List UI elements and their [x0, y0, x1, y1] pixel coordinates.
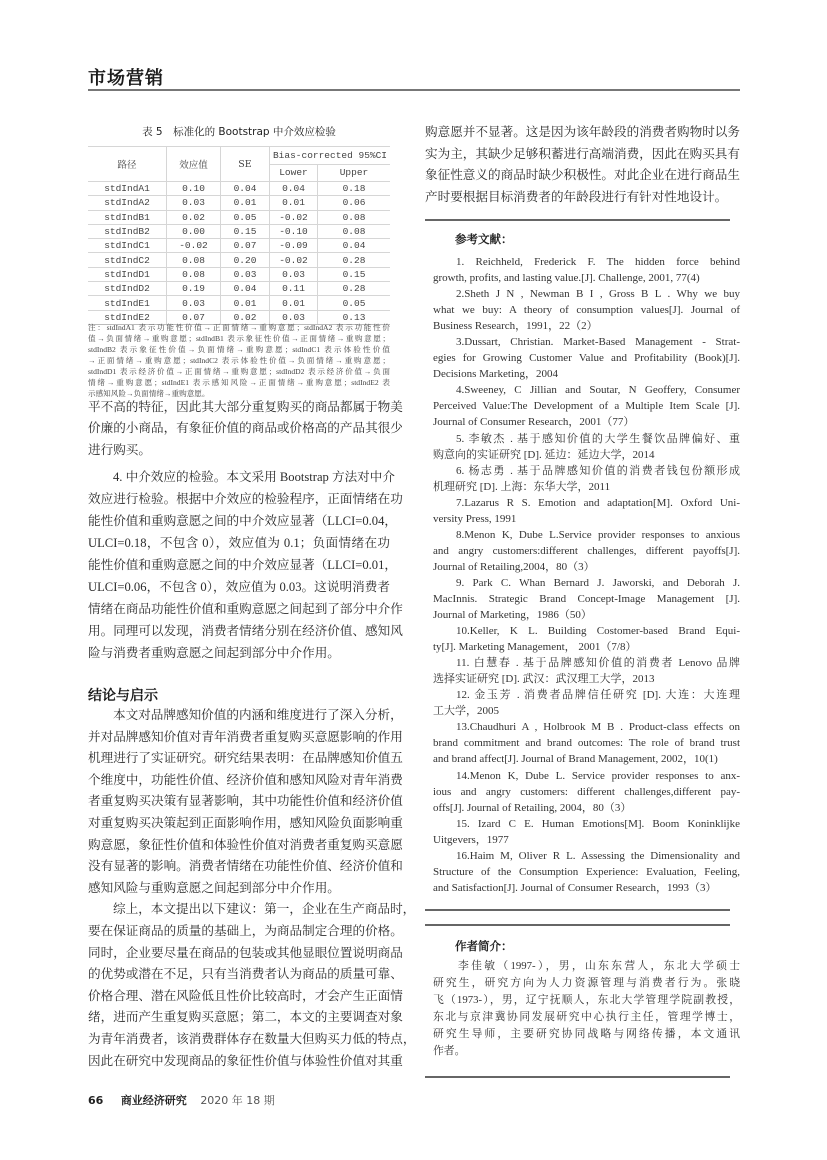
cell-se: 0.02 — [221, 310, 270, 324]
cell-se: 0.03 — [221, 267, 270, 281]
table-title: 表 5 标准化的 Bootstrap 中介效应检验 — [142, 126, 336, 138]
reference-item — [433, 816, 740, 848]
table-row — [88, 282, 390, 296]
paragraph — [88, 397, 403, 461]
cell-effect: 0.03 — [167, 196, 221, 210]
text-line: 4.Sweeney, C Jillian and Soutar, N Geoffery, Consumer — [456, 384, 740, 397]
conclusion-text — [88, 705, 416, 1072]
cell-upper: 0.28 — [318, 282, 391, 296]
text-line: 5. 李敏杰 . 基于感知价值的大学生餐饮品牌偏好、重 — [456, 432, 740, 445]
text-line: 用。同理可以发现，消费者情绪分别在经济价值、感知风 — [88, 624, 403, 638]
cell-lower: 0.03 — [270, 267, 318, 281]
text-line: Journal of Consumer Research，2001（77） — [433, 416, 635, 429]
cell-effect: 0.08 — [167, 267, 221, 281]
col-header-path: 路径 — [88, 147, 167, 182]
text-line: 研究生，研究方向为人力资源管理与消费者行为。张晓 — [433, 977, 740, 989]
text-line: 购意愿，象征性价值和体验性价值对消费者重复购买意愿 — [88, 837, 403, 852]
bootstrap-mediation-table — [88, 146, 390, 325]
reference-item — [433, 286, 740, 334]
text-line: 者重复购买决策有显著影响，其中功能性价值和经济价值 — [88, 794, 403, 809]
reference-item — [433, 655, 740, 687]
text-line: 绪，进而产生重复购买意愿；第二，本文的主要调查对象 — [88, 1010, 403, 1025]
cell-effect: 0.08 — [167, 253, 221, 267]
text-line: 8.Menon K, Dube L.Service provider responses to anxious — [456, 528, 740, 541]
text-line: 7.Lazarus R S. Emotion and adaptation[M]. Oxford Uni- — [456, 496, 740, 509]
cell-lower: -0.10 — [270, 224, 318, 238]
text-line: ULCI=0.06，不包含 0），效应值为 0.03。这说明消费者 — [88, 580, 390, 594]
reference-item — [433, 768, 740, 816]
text-line: ULCI=0.18，不包含 0），效应值为 0.1；负面情绪在功 — [88, 536, 390, 550]
cell-effect: 0.03 — [167, 296, 221, 310]
table-row — [88, 182, 390, 196]
text-line: 价格合理、潜在风险低且性价比较高时，才会产生正面情 — [88, 988, 403, 1003]
reference-item — [433, 623, 740, 655]
cell-path: stdIndE2 — [88, 310, 167, 324]
table-row — [88, 296, 390, 310]
cell-lower: 0.03 — [270, 310, 318, 324]
page-footer — [88, 1092, 275, 1108]
text-line: 12. 金玉芳 . 消费者品牌信任研究 [D]. 大连：大连理 — [456, 689, 740, 702]
text-line: 研究生导师，主要研究协同战略与网络传播，本文通讯 — [433, 1028, 740, 1040]
table-note-line: 情绪→重购意愿；stdIndE1 表示感知风险→正面情绪→重购意愿；stdIndE2 表 — [88, 378, 390, 387]
text-line: Structure of the Consumption Experience: Evaluation, Feeling, — [433, 865, 740, 878]
col-header-se: SE — [221, 147, 270, 182]
text-line: 本文对品牌感知价值的内涵和维度进行了深入分析， — [113, 708, 403, 722]
body-paragraph-continued — [88, 397, 403, 461]
text-line: egies for Growing Customer Value and Profitability (Book)[J]. — [433, 352, 740, 365]
text-line: ious and angry customers: different challenges,different pay- — [433, 785, 740, 798]
table-note — [88, 322, 390, 399]
cell-se: 0.07 — [221, 239, 270, 253]
text-line: Business Research，1991，22（2） — [433, 320, 598, 333]
col-header-lower: Lower — [270, 164, 318, 182]
text-line: 选择实证研究 [D]. 武汉：武汉理工大学，2013 — [433, 673, 655, 686]
divider — [425, 924, 730, 926]
text-line: 11. 白慧春 . 基于品牌感知价值的消费者 Lenovo 品牌 — [456, 657, 740, 670]
header-rule — [88, 89, 740, 91]
text-line: 机理进行了实证研究。研究结果表明：在品牌感知价值五 — [88, 751, 403, 766]
cell-path: stdIndB2 — [88, 224, 167, 238]
paragraph — [88, 705, 403, 899]
paragraph — [425, 122, 740, 209]
cell-upper: 0.18 — [318, 182, 391, 196]
text-line: 感知风险与重购意愿之间起到部分中介作用。 — [88, 880, 340, 895]
body-paragraph-right — [425, 122, 740, 209]
cell-upper: 0.06 — [318, 196, 391, 210]
reference-item — [433, 382, 740, 430]
text-line: ty[J]. Marketing Management， 2001（7/8） — [433, 641, 637, 654]
text-line: 13.Chaudhuri A , Holbrook M B . Product-class effects on — [456, 721, 740, 734]
text-line: 16.Haim M, Oliver R L. Assessing the Dimensionality and — [456, 849, 740, 862]
cell-se: 0.04 — [221, 182, 270, 196]
col-header-ci: Bias-corrected 95%CI — [270, 147, 391, 165]
text-line: 价廉的小商品，有象征价值的商品或价格高的产品其很少 — [88, 421, 403, 436]
text-line: 4. 中介效应的检验。本文采用 Bootstrap 方法对中介 — [113, 470, 395, 484]
text-line: 并对品牌感知价值对青年消费者重复购买意愿影响的作用 — [88, 729, 403, 744]
reference-item — [433, 719, 740, 767]
text-line: 象征性意义的商品时缺少积极性。对此企业在进行商品生 — [425, 168, 740, 183]
text-line: 1. Reichheld, Frederick F. The hidden force behind — [456, 256, 740, 268]
text-line: 实为主，其缺少足够积蓄进行高端消费，因此在购买具有 — [425, 146, 740, 161]
reference-item — [433, 687, 740, 719]
section-heading-conclusion: 结论与启示 — [88, 688, 158, 704]
text-line: 综上，本文提出以下建议：第一，企业在生产商品时， — [113, 902, 416, 917]
text-line: 15. Izard C E. Human Emotions[M]. Boom Koninklijke — [456, 817, 740, 830]
section-title: 市场营销 — [88, 68, 164, 89]
cell-effect: 0.19 — [167, 282, 221, 296]
table-row — [88, 224, 390, 238]
issue-label: 2020 年 18 期 — [200, 1094, 275, 1107]
text-line: growth, profits, and lasting value.[J]. Challenge, 2001, 77(4) — [433, 272, 700, 285]
cell-upper: 0.05 — [318, 296, 391, 310]
cell-effect: 0.00 — [167, 224, 221, 238]
text-line: 机理研究 [D]. 上海：东华大学，2011 — [433, 480, 611, 493]
body-paragraph-mediation — [88, 466, 403, 664]
text-line: 同时，企业要尽量在商品的包装或其他显眼位置说明商品 — [88, 945, 403, 960]
text-line: 个维度中，功能性价值、经济价值和感知风险对青年消费 — [88, 772, 403, 787]
text-line: 产时要根据目标消费者的年龄段进行有针对性地设计。 — [425, 190, 728, 205]
text-line: 的优势或潜在不足，只有当消费者认为商品的质量可靠、 — [88, 967, 403, 982]
text-line: 情绪在商品功能性价值和重购意愿之间起到了部分中介作 — [88, 602, 403, 616]
cell-effect: 0.02 — [167, 210, 221, 224]
table-row — [88, 196, 390, 210]
cell-effect: -0.02 — [167, 239, 221, 253]
text-line: Perceived Value:The Development of a Multiple Item Scale [J]. — [433, 400, 740, 413]
cell-se: 0.01 — [221, 196, 270, 210]
text-line: 作者。 — [433, 1045, 466, 1057]
cell-path: stdIndA2 — [88, 196, 167, 210]
text-line: 飞（1973-），男，辽宁抚顺人，东北大学管理学院副教授， — [433, 994, 740, 1006]
text-line: 李佳敏（1997-），男，山东东营人，东北大学硕士 — [458, 960, 740, 972]
table-note-line: →正面情绪→重购意愿；stdIndC2 表示体验性价值→负面情绪→重购意愿； — [88, 356, 390, 365]
table-note-line: 注：stdIndA1 表示功能性价值→正面情绪→重购意愿；stdIndA2 表示功能性价 — [88, 323, 390, 332]
text-line: 因此在研究中发现商品的象征性价值与体验性价值对其重 — [88, 1053, 403, 1068]
text-line: and Satisfaction[J]. Journal of Consumer Research，1993（3） — [433, 881, 717, 894]
cell-lower: 0.01 — [270, 296, 318, 310]
table-body — [88, 182, 390, 325]
paragraph — [88, 899, 416, 1072]
text-line: versity Press, 1991 — [433, 512, 517, 525]
text-line: 效应进行检验。根据中介效应的检验程序，正面情绪在功 — [88, 492, 403, 506]
text-line: 平不高的特征，因此其大部分重复购买的商品都属于物美 — [88, 400, 403, 414]
text-line: offs[J]. Journal of Retailing, 2004，80（3） — [433, 801, 632, 814]
reference-item — [433, 495, 740, 527]
table-row — [88, 253, 390, 267]
text-line: brand commitment and brand outcomes: The role of brand trust — [433, 737, 740, 750]
col-header-upper: Upper — [318, 164, 391, 182]
reference-item — [433, 527, 740, 575]
reference-item — [433, 431, 740, 463]
cell-path: stdIndB1 — [88, 210, 167, 224]
table-note-line: stdIndB2 表示象征性价值→负面情绪→重购意愿；stdIndC1 表示体验性价值 — [88, 345, 390, 354]
text-line: 2.Sheth J N , Newman B I , Gross B L . Why we buy — [456, 288, 740, 301]
reference-item — [433, 575, 740, 623]
text-line: 购意向的实证研究 [D]. 延边：延边大学，2014 — [433, 448, 655, 461]
author-bio-heading: 作者简介： — [455, 939, 513, 953]
text-line: 要在保证商品的质量的基础上，为商品制定合理的价格。 — [88, 923, 403, 938]
cell-lower: -0.02 — [270, 210, 318, 224]
text-line: 3.Dussart, Christian. Market-Based Management - Strat- — [456, 336, 740, 349]
text-line: 10.Keller, K L. Building Costomer-based Brand Equi- — [456, 625, 740, 638]
text-line: 为青年消费者，该消费群体存在数量大但购买力低的特点， — [88, 1031, 416, 1046]
divider — [425, 1076, 730, 1078]
divider — [425, 909, 730, 911]
author-bio — [433, 958, 740, 1060]
cell-lower: 0.01 — [270, 196, 318, 210]
cell-effect: 0.07 — [167, 310, 221, 324]
cell-se: 0.20 — [221, 253, 270, 267]
reference-item — [433, 463, 740, 495]
cell-upper: 0.08 — [318, 224, 391, 238]
text-line: 购意愿并不显著。这是因为该年龄段的消费者购物时以务 — [425, 125, 740, 139]
table-note-line: 值→负面情绪→重购意愿；stdIndB1 表示象征性价值→正面情绪→重购意愿； — [88, 334, 390, 343]
journal-name: 商业经济研究 — [120, 1094, 187, 1107]
page-number: 66 — [88, 1094, 104, 1107]
reference-item — [433, 334, 740, 382]
text-line: Uitgevers，1977 — [433, 833, 509, 846]
col-header-effect: 效应值 — [167, 147, 221, 182]
text-line: 险与消费者重购意愿之间起到部分中介作用。 — [88, 646, 340, 660]
reference-item — [433, 848, 740, 896]
cell-se: 0.01 — [221, 296, 270, 310]
text-line: 工大学，2005 — [433, 705, 499, 718]
text-line: 9. Park C. Whan Bernard J. Jaworski, and Deborah J. — [456, 576, 740, 589]
cell-se: 0.05 — [221, 210, 270, 224]
text-line: 能性价值和重购意愿之间的中介效应显著（LLCI=0.01， — [88, 558, 397, 572]
reference-item — [433, 254, 740, 286]
cell-path: stdIndD2 — [88, 282, 167, 296]
table-row — [88, 210, 390, 224]
cell-lower: 0.04 — [270, 182, 318, 196]
text-line: 东北与京津冀协同发展研究中心执行主任，管理学博士， — [433, 1011, 740, 1023]
cell-lower: -0.09 — [270, 239, 318, 253]
table-note-line: stdIndD1 表示经济价值→正面情绪→重购意愿；stdIndD2 表示经济价值→负面 — [88, 367, 390, 376]
text-line: 对重复购买决策起到正面影响作用，感知风险负面影响重 — [88, 815, 403, 830]
text-line: 没有显著的影响。消费者情绪在功能性价值、经济价值和 — [88, 859, 403, 874]
divider — [425, 219, 730, 221]
text-line: 能性价值和重购意愿之间的中介效应显著（LLCI=0.04， — [88, 514, 397, 528]
cell-se: 0.04 — [221, 282, 270, 296]
references-heading: 参考文献： — [455, 232, 513, 246]
paragraph — [88, 466, 403, 664]
cell-upper: 0.15 — [318, 267, 391, 281]
text-line: 6. 杨志勇 . 基于品牌感知价值的消费者钱包份额形成 — [456, 464, 740, 477]
cell-path: stdIndE1 — [88, 296, 167, 310]
text-line: what we buy: A theory of consumption values[J]. Journal of — [433, 304, 740, 317]
text-line: and angry customers:different challenges, different payoffs[J]. — [433, 544, 740, 557]
cell-path: stdIndC1 — [88, 239, 167, 253]
cell-path: stdIndC2 — [88, 253, 167, 267]
cell-upper: 0.04 — [318, 239, 391, 253]
text-line: Decisions Marketing，2004 — [433, 368, 558, 381]
cell-effect: 0.10 — [167, 182, 221, 196]
text-line: MacInnis. Strategic Brand Concept-Image Management [J]. — [433, 592, 740, 605]
table-row — [88, 239, 390, 253]
text-line: Journal of Retailing,2004，80（3） — [433, 560, 595, 573]
references-list — [433, 254, 740, 896]
cell-se: 0.15 — [221, 224, 270, 238]
cell-path: stdIndA1 — [88, 182, 167, 196]
text-line: Journal of Marketing，1986（50） — [433, 609, 592, 622]
cell-upper: 0.13 — [318, 310, 391, 324]
table-row — [88, 267, 390, 281]
text-line: and brand affect[J]. Journal of Brand Management, 2002，10(1) — [433, 753, 718, 766]
cell-lower: -0.02 — [270, 253, 318, 267]
table-note-line: 示感知风险→负面情绪→重购意愿。 — [88, 389, 210, 398]
cell-upper: 0.28 — [318, 253, 391, 267]
cell-path: stdIndD1 — [88, 267, 167, 281]
paragraph — [433, 958, 740, 1060]
text-line: 14.Menon K, Dube L. Service provider responses to anx- — [456, 769, 740, 782]
cell-lower: 0.11 — [270, 282, 318, 296]
text-line: 进行购买。 — [88, 442, 151, 457]
cell-upper: 0.08 — [318, 210, 391, 224]
